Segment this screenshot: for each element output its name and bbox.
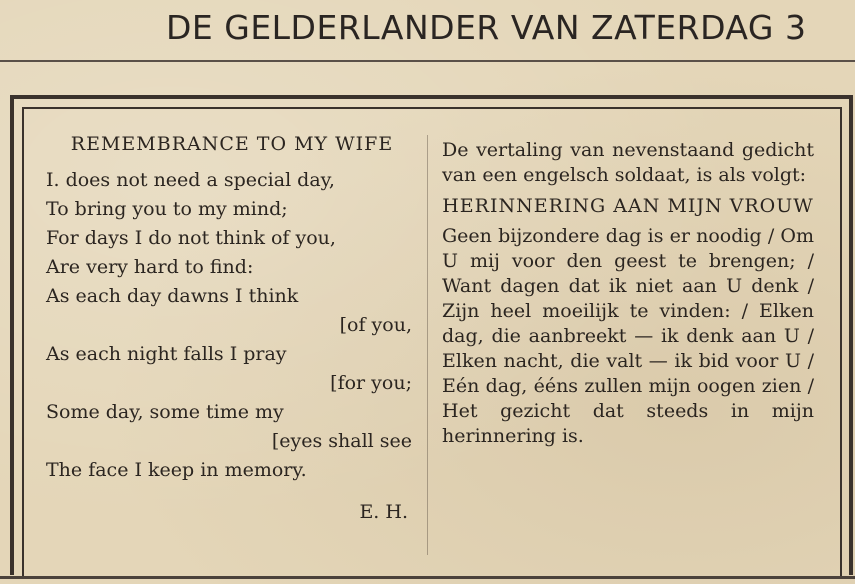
translation-intro: De vertaling van nevenstaand gedicht van een engelsch soldaat, is als volgt:	[442, 139, 814, 186]
poem-title: REMEMBRANCE TO MY WIFE	[70, 133, 394, 155]
poem-line: I. does not need a special day,	[46, 169, 335, 191]
poem-line-continuation: [eyes shall see	[271, 430, 412, 452]
poem-line: To bring you to my mind;	[46, 198, 288, 220]
poem-line: The face I keep in memory.	[46, 459, 307, 481]
poem-line: Are very hard to find:	[46, 256, 254, 278]
translation-column	[442, 138, 814, 449]
poem-line: As each night falls I pray	[46, 343, 287, 365]
bottom-rule	[0, 576, 855, 579]
poem-line-continuation: [for you;	[330, 372, 412, 394]
translation-title: HERINNERING AAN MIJN VROUW	[442, 195, 814, 217]
column-divider	[427, 135, 428, 555]
translation-body: Geen bijzondere dag is er noodig / Om U mij voor den geest te brengen; / Want dagen dat ik niet aan U denk / Zijn heel moeilijk te vinden: / Elken dag, die aanbreekt — ik denk aan U / Elken nacht, die valt — ik bid voor U / Eén dag, ééns zullen mijn oogen zien / Het gezicht dat steeds in mijn herinnering is.	[442, 225, 814, 447]
poem-signature: E. H.	[359, 501, 408, 523]
poem-line-continuation: [of you,	[339, 314, 412, 336]
poem-line: Some day, some time my	[46, 401, 284, 423]
poem-column	[46, 130, 418, 525]
poem-line: As each day dawns I think	[46, 285, 299, 307]
newspaper-masthead: DE GELDERLANDER VAN ZATERDAG 3	[166, 8, 807, 47]
masthead-rule	[0, 60, 855, 62]
poem-line: For days I do not think of you,	[46, 227, 336, 249]
